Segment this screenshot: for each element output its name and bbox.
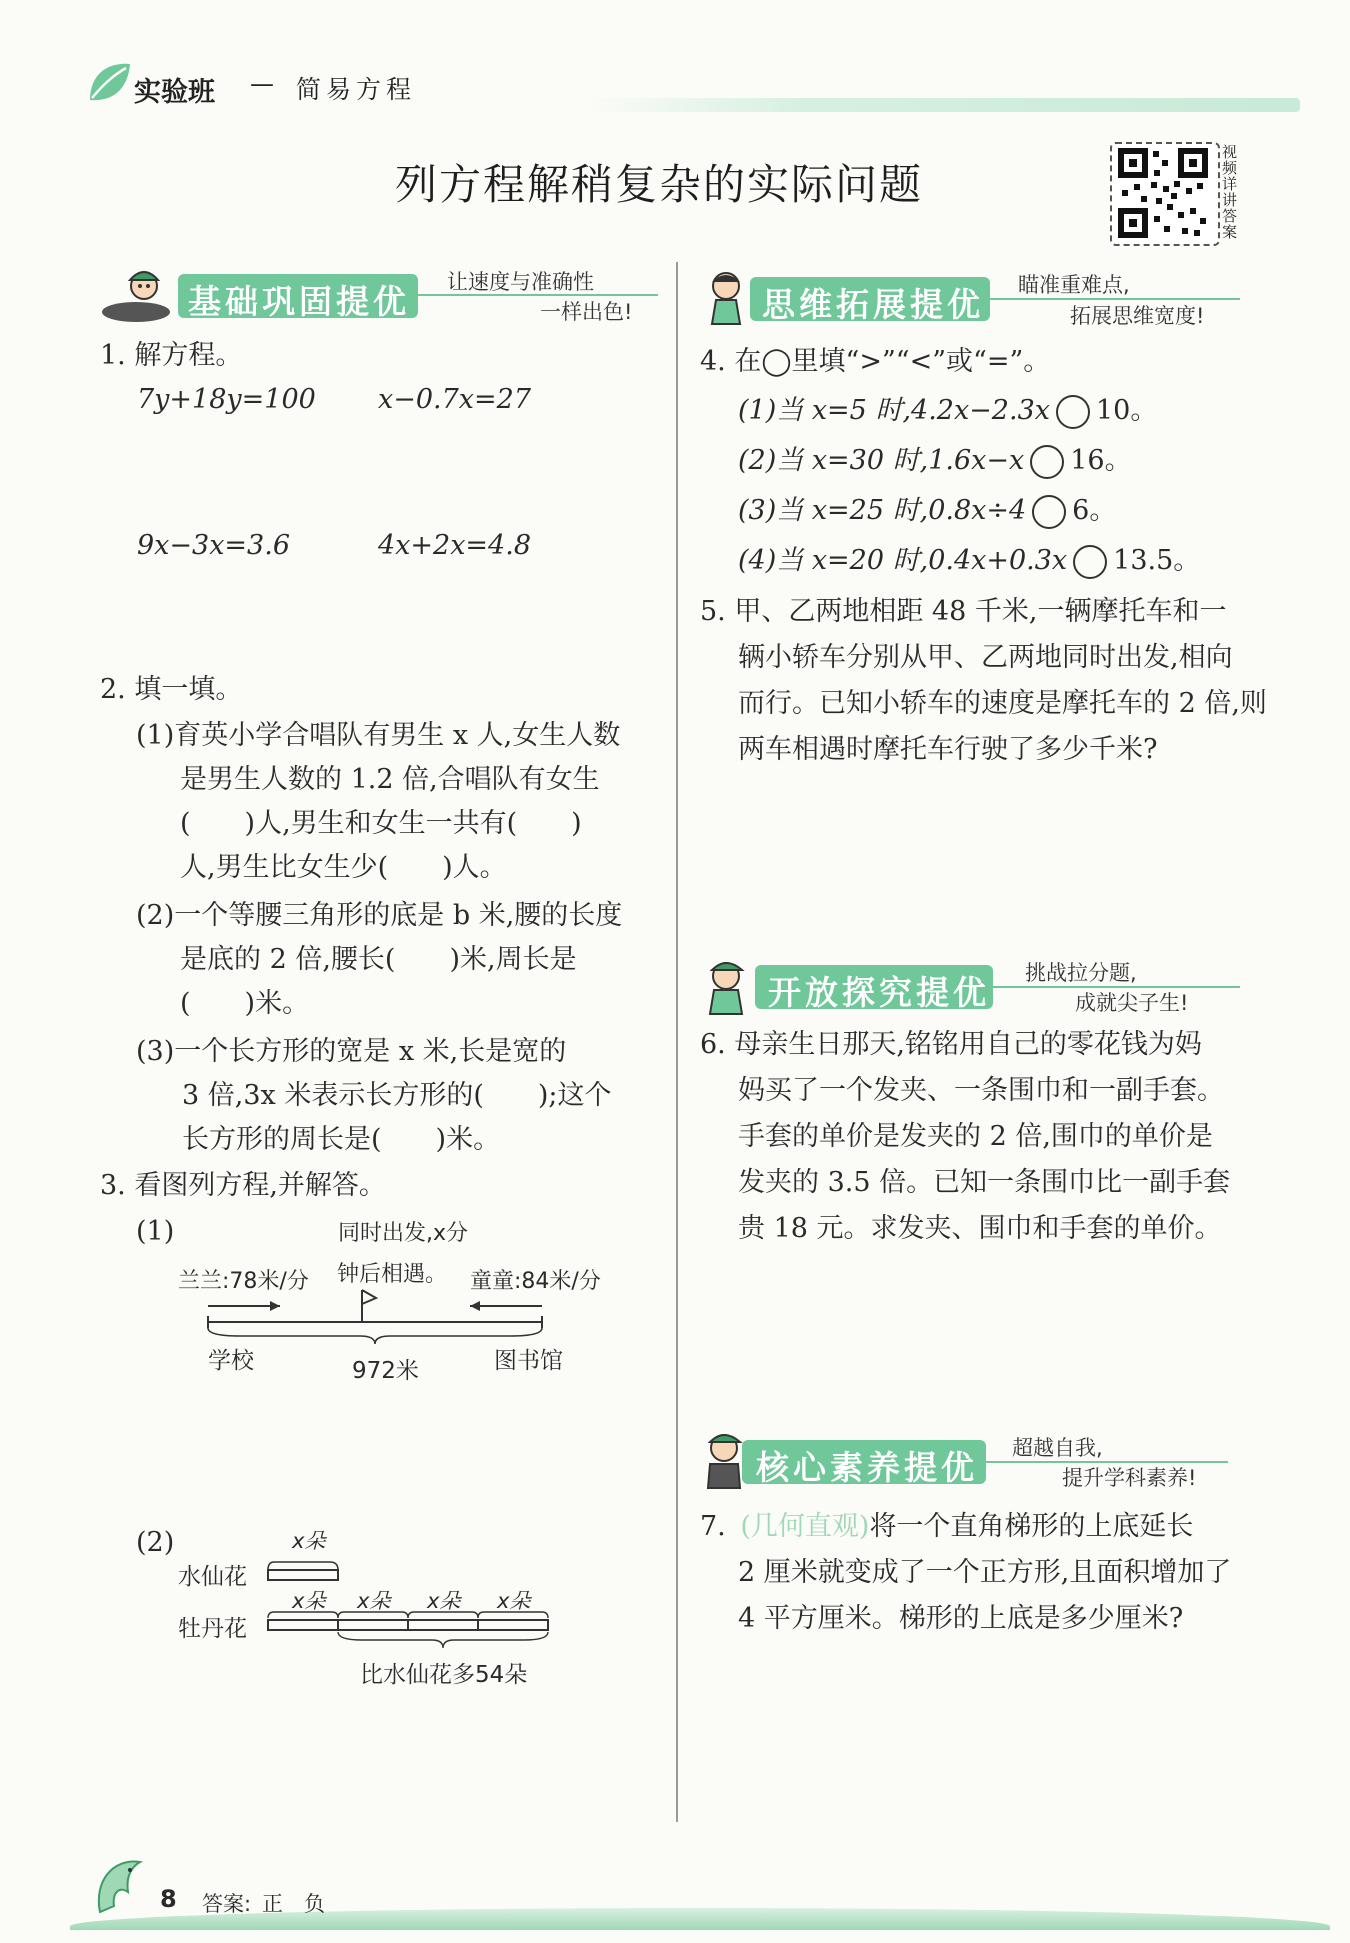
q3-d2-note: 比水仙花多54朵 — [360, 1662, 528, 1688]
q2-p1-l2: 是男生人数的 1.2 倍,合唱队有女生 — [180, 764, 600, 795]
q2-p2-l2: 是底的 2 倍,腰长( )米,周长是 — [180, 944, 577, 975]
q3-d2-seg-label-1: x朵 — [292, 1589, 326, 1613]
slogan-underline — [986, 1461, 1228, 1463]
slogan-underline — [990, 298, 1240, 300]
qr-code-icon — [1118, 148, 1208, 238]
q4-item-4-value: 13.5。 — [1113, 545, 1201, 576]
q3-d2-top-label: x朵 — [292, 1529, 326, 1553]
q4-item-2-expr: (2)当 x=30 时,1.6x−x — [738, 445, 1025, 476]
q2-p2-l1: (2)一个等腰三角形的底是 b 米,腰的长度 — [136, 900, 623, 931]
dolphin-icon — [90, 1852, 150, 1922]
q7-line-2: 2 厘米就变成了一个正方形,且面积增加了 — [738, 1557, 1232, 1588]
slogan-underline — [418, 294, 658, 296]
q3-d2-diagram — [262, 1552, 562, 1662]
q4-item-2 — [738, 438, 1132, 483]
q3-d2-row2: 牡丹花 — [178, 1616, 247, 1642]
q1-stem: 1. 解方程。 — [100, 340, 243, 371]
qr-code[interactable] — [1110, 142, 1220, 246]
q3-d1-meet: 钟后相遇。 — [337, 1262, 448, 1287]
q3-d2-row1: 水仙花 — [178, 1564, 247, 1590]
q6-line-4: 发夹的 3.5 倍。已知一条围巾比一副手套 — [738, 1167, 1231, 1198]
section-slogan-thinking-1: 瞄准重难点, — [1018, 273, 1130, 297]
q3-d2-seg-label-3: x朵 — [427, 1589, 461, 1613]
page-title: 列方程解稍复杂的实际问题 — [395, 160, 924, 209]
q3-d1-left-place: 学校 — [208, 1348, 254, 1374]
section-slogan-basic-2: 一样出色! — [540, 300, 633, 324]
q4-item-1-expr: (1)当 x=5 时,4.2x−2.3x — [738, 395, 1050, 426]
q6-line-3: 手套的单价是发夹的 2 倍,围巾的单价是 — [738, 1121, 1213, 1152]
leaf-logo-icon — [86, 60, 132, 104]
q5-line-1: 5. 甲、乙两地相距 48 千米,一辆摩托车和一 — [700, 596, 1227, 627]
q3-stem: 3. 看图列方程,并解答。 — [100, 1170, 386, 1201]
q1-eq1: 7y+18y=100 — [137, 384, 316, 415]
q2-p1-l3: ( )人,男生和女生一共有( ) — [180, 808, 582, 839]
q4-item-1 — [738, 388, 1157, 433]
page-number: 8 — [160, 1885, 177, 1913]
q4-item-3 — [738, 488, 1116, 533]
q3-d1-left-speed: 兰兰:78米/分 — [178, 1269, 309, 1294]
q3-d1-top: 同时出发,x分 — [338, 1221, 469, 1246]
section-slogan-thinking-2: 拓展思维宽度! — [1070, 304, 1205, 328]
q7-line-3: 4 平方厘米。梯形的上底是多少厘米? — [738, 1603, 1184, 1634]
q1-eq2: x−0.7x=27 — [378, 384, 531, 415]
section-slogan-core-2: 提升学科素养! — [1062, 1466, 1197, 1490]
q7-text-1: 将一个直角梯形的上底延长 — [869, 1511, 1194, 1542]
q3-d1-right-speed: 童童:84米/分 — [470, 1269, 601, 1294]
q3-d1-right-place: 图书馆 — [494, 1348, 563, 1374]
q3-d1-num: (1) — [136, 1216, 175, 1247]
header-separator: — — [250, 70, 274, 98]
q4-item-2-value: 16。 — [1070, 445, 1132, 476]
footer-answer-text: 正 负 — [262, 1892, 325, 1916]
q4-item-3-expr: (3)当 x=25 时,0.8x÷4 — [738, 495, 1027, 526]
q3-d1-distance: 972米 — [352, 1358, 419, 1384]
q2-p3-l2: 3 倍,3x 米表示长方形的( );这个 — [182, 1080, 612, 1111]
header — [0, 0, 1350, 120]
section-slogan-core-1: 超越自我, — [1012, 1436, 1103, 1460]
qr-caption: 视频详讲答案 — [1222, 143, 1238, 241]
section-label-open: 开放探究提优 — [768, 973, 990, 1012]
q3-d2-num: (2) — [136, 1527, 175, 1558]
q4-item-4-expr: (4)当 x=20 时,0.4x+0.3x — [738, 545, 1068, 576]
brand-label: 实验班 — [134, 77, 215, 108]
mascot-icon — [98, 266, 174, 326]
section-label-basic: 基础巩固提优 — [188, 282, 410, 321]
q5-line-3: 而行。已知小轿车的速度是摩托车的 2 倍,则 — [738, 688, 1267, 719]
q1-eq3: 9x−3x=3.6 — [137, 530, 290, 561]
column-divider — [676, 262, 678, 1822]
q4-item-1-value: 10。 — [1095, 395, 1158, 426]
q4-item-4 — [738, 538, 1200, 583]
q4-answer-circle-3[interactable] — [1032, 495, 1066, 529]
q2-p2-l3: ( )米。 — [180, 988, 310, 1019]
section-slogan-open-2: 成就尖子生! — [1075, 991, 1189, 1015]
q2-p3-l3: 长方形的周长是( )米。 — [182, 1124, 501, 1155]
chapter-label: 简易方程 — [296, 75, 417, 104]
section-label-thinking: 思维拓展提优 — [762, 285, 984, 324]
slogan-underline — [993, 986, 1240, 988]
q4-item-3-value: 6。 — [1072, 495, 1117, 526]
q7-tag: (几何直观) — [740, 1511, 870, 1542]
q5-line-2: 辆小轿车分别从甲、乙两地同时出发,相向 — [738, 642, 1233, 673]
q4-answer-circle-1[interactable] — [1056, 395, 1090, 429]
q6-line-1: 6. 母亲生日那天,铭铭用自己的零花钱为妈 — [700, 1029, 1202, 1060]
q4-answer-circle-4[interactable] — [1073, 545, 1107, 579]
q7-line-1 — [700, 1504, 1193, 1549]
q3-d2-seg-label-2: x朵 — [357, 1589, 391, 1613]
section-slogan-open-1: 挑战拉分题, — [1025, 961, 1137, 985]
footer-answer-label: 答案: — [202, 1892, 252, 1916]
section-label-core: 核心素养提优 — [756, 1448, 978, 1487]
q2-p1-l4: 人,男生比女生少( )人。 — [180, 852, 507, 883]
q4-stem: 4. 在◯里填“>”“<”或“=”。 — [700, 346, 1051, 377]
q5-line-4: 两车相遇时摩托车行驶了多少千米? — [738, 734, 1158, 765]
footer-wave — [70, 1908, 1330, 1930]
q6-line-5: 贵 18 元。求发夹、围巾和手套的单价。 — [738, 1213, 1222, 1244]
q7-number: 7. — [700, 1511, 726, 1542]
q6-line-2: 妈买了一个发夹、一条围巾和一副手套。 — [738, 1075, 1224, 1106]
header-stripe — [590, 98, 1300, 112]
q4-answer-circle-2[interactable] — [1030, 445, 1064, 479]
q2-p1-l1: (1)育英小学合唱队有男生 x 人,女生人数 — [136, 720, 621, 751]
section-slogan-basic-1: 让速度与准确性 — [447, 270, 594, 294]
q2-stem: 2. 填一填。 — [100, 674, 243, 705]
q3-d2-seg-label-4: x朵 — [497, 1589, 531, 1613]
q2-p3-l1: (3)一个长方形的宽是 x 米,长是宽的 — [136, 1036, 567, 1067]
mascot-girl-icon — [700, 268, 752, 330]
q1-eq4: 4x+2x=4.8 — [378, 530, 531, 561]
mascot-boy-icon — [700, 958, 756, 1020]
